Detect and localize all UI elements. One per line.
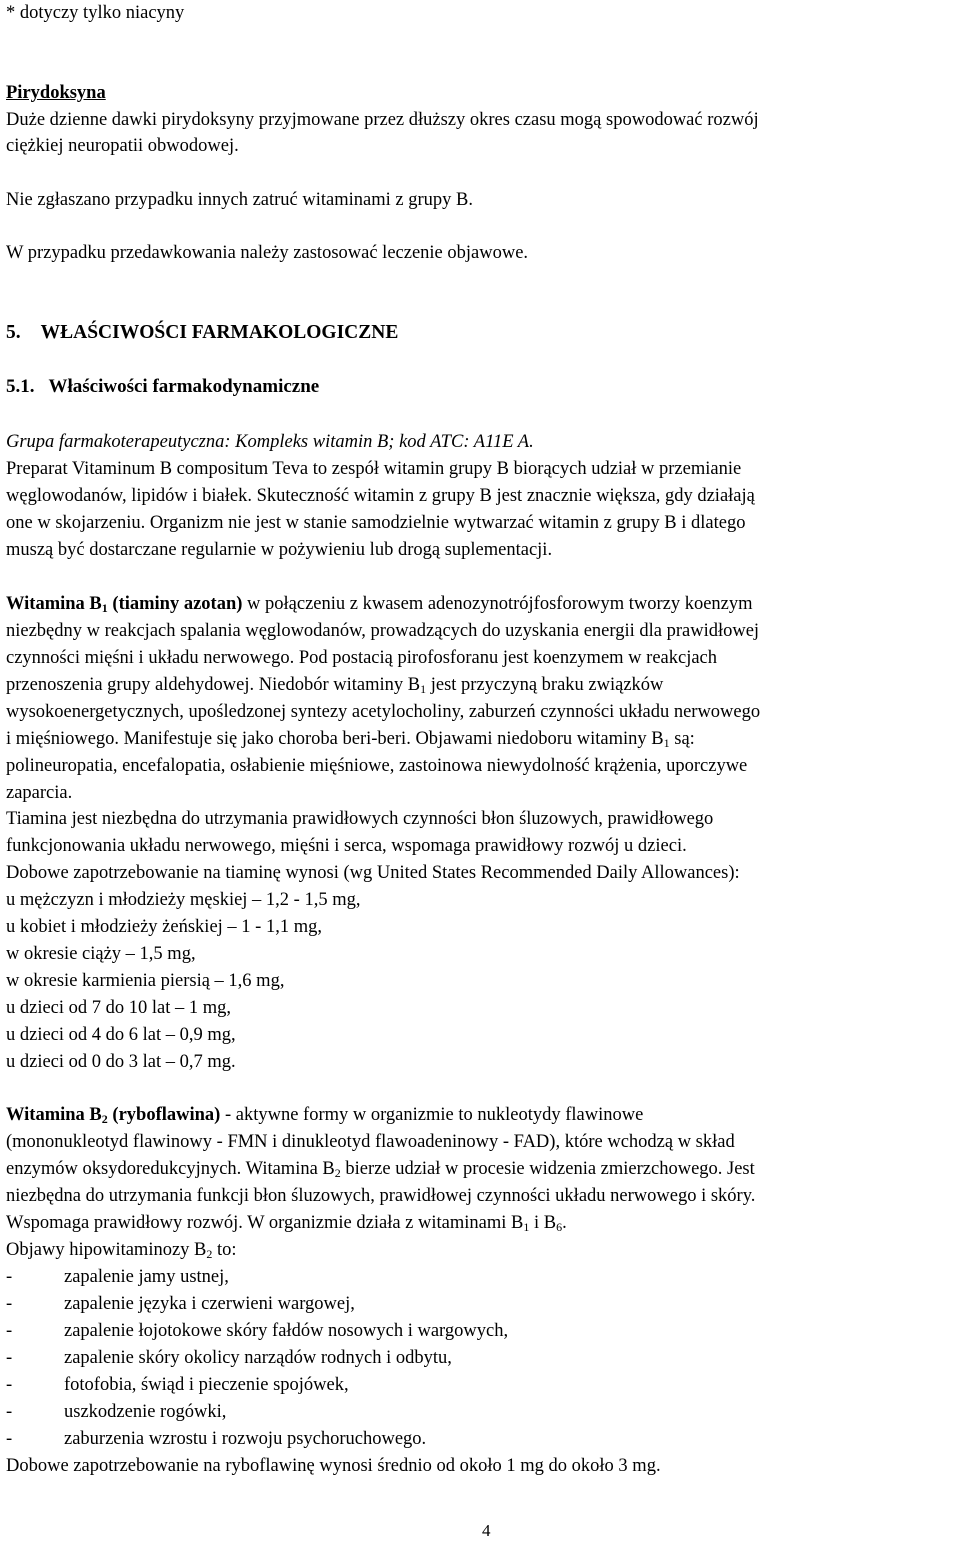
b1-dose-7: u dzieci od 0 do 3 lat – 0,7 mg. bbox=[6, 1052, 236, 1072]
section-5-1-number: 5.1. bbox=[6, 376, 35, 397]
section-5-1-title: Właściwości farmakodynamiczne bbox=[48, 376, 320, 397]
section-5-number: 5. bbox=[6, 322, 21, 343]
b1-line-2: niezbędny w reakcjach spalania węglowodanów, prowadzących do uzyskania energii dla prawidłowej bbox=[6, 621, 760, 641]
b1-heading: Witamina B bbox=[6, 594, 102, 614]
b1-dose-3: w okresie ciąży – 1,5 mg, bbox=[6, 944, 196, 964]
b2-heading: Witamina B bbox=[6, 1105, 102, 1125]
preparat-line-3: one w skojarzeniu. Organizm nie jest w stanie samodzielnie wytwarzać witamin z grupy B i dlatego bbox=[6, 513, 746, 533]
b1-dose-2: u kobiet i młodzieży żeńskiej – 1 - 1,1 mg, bbox=[6, 917, 322, 937]
preparat-line-1: Preparat Vitaminum B compositum Teva to zespół witamin grupy B biorących udział w przemianie bbox=[6, 459, 742, 479]
b2-line-6: Objawy hipowitaminozy $B_2$ to: bbox=[6, 1240, 237, 1261]
b1-name: (tiaminy azotan) bbox=[112, 594, 243, 614]
list-item: - zapalenie języka i czerwieni wargowej, bbox=[6, 1294, 355, 1314]
b1-line-1: Witamina $B_1$ (tiaminy azotan) w połączeniu z kwasem adenozynotrójfosforowym tworzy koenzym bbox=[6, 594, 753, 615]
b1-line-9: Tiamina jest niezbędna do utrzymania prawidłowych czynności błon śluzowych, prawidłowego bbox=[6, 809, 714, 829]
b1-line-5: wysokoenergetycznych, upośledzonej syntezy acetylocholiny, zaburzeń czynności układu nerwowego bbox=[6, 702, 761, 722]
preparat-line-2: węglowodanów, lipidów i białek. Skuteczność witamin z grupy B jest znacznie większa, gdy działają bbox=[6, 486, 755, 506]
b1-dose-6: u dzieci od 4 do 6 lat – 0,9 mg, bbox=[6, 1025, 236, 1045]
b1-dose-4: w okresie karmienia piersią – 1,6 mg, bbox=[6, 971, 285, 991]
b2-line-1: Witamina $B_2$ (ryboflawina) - aktywne formy w organizmie to nukleotydy flawinowe bbox=[6, 1105, 644, 1126]
b2-line-3: enzymów oksydoredukcyjnych. Witamina $B_2$ bierze udział w procesie widzenia zmierzchowego. Jest bbox=[6, 1159, 755, 1180]
list-item: - zapalenie łojotokowe skóry fałdów nosowych i wargowych, bbox=[6, 1321, 509, 1341]
list-item: - zapalenie jamy ustnej, bbox=[6, 1267, 229, 1287]
pharmacotherapeutic-group: Grupa farmakoterapeutyczna: Kompleks witamin B; kod ATC: A11E A. bbox=[6, 432, 534, 452]
b2-line-2: (mononukleotyd flawinowy - FMN i dinukleotyd flawoadeninowy - FAD), które wchodzą w skład bbox=[6, 1132, 735, 1152]
b1-line-6: i mięśniowego. Manifestuje się jako choroba beri-beri. Objawami niedoboru witaminy $B_1$ są: bbox=[6, 729, 695, 750]
list-item: - zapalenie skóry okolicy narządów rodnych i odbytu, bbox=[6, 1348, 452, 1368]
b1-dose-1: u mężczyzn i młodzieży męskiej – 1,2 - 1,5 mg, bbox=[6, 890, 361, 910]
b1-dose-5: u dzieci od 7 do 10 lat – 1 mg, bbox=[6, 998, 232, 1018]
pirydoksyna-text-line-2: ciężkiej neuropatii obwodowej. bbox=[6, 136, 239, 156]
section-5-1-heading bbox=[6, 376, 319, 398]
preparat-line-4: muszą być dostarczane regularnie w pożywieniu lub drogą suplementacji. bbox=[6, 540, 553, 560]
b2-daily-requirement: Dobowe zapotrzebowanie na ryboflawinę wynosi średnio od około 1 mg do około 3 mg. bbox=[6, 1456, 661, 1476]
footnote: * dotyczy tylko niacyny bbox=[6, 3, 185, 23]
section-5-heading bbox=[6, 322, 398, 344]
pirydoksyna-text-line-1: Duże dzienne dawki pirydoksyny przyjmowane przez dłuższy okres czasu mogą spowodować rozwój bbox=[6, 110, 759, 130]
b2-line-5: Wspomaga prawidłowy rozwój. W organizmie działa z witaminami $B_1$ i $B_6$. bbox=[6, 1213, 567, 1234]
b1-line-3: czynności mięśni i układu nerwowego. Pod postacią pirofosforanu jest koenzymem w reakcjach bbox=[6, 648, 718, 668]
b1-line-7: polineuropatia, encefalopatia, osłabienie mięśniowe, zastoinowa niewydolność krążenia, uporczywe bbox=[6, 756, 748, 776]
no-other-poisoning-text: Nie zgłaszano przypadku innych zatruć witaminami z grupy B. bbox=[6, 190, 473, 210]
section-5-title: WŁAŚCIWOŚCI FARMAKOLOGICZNE bbox=[40, 322, 399, 343]
page-number: 4 bbox=[482, 1521, 491, 1540]
b2-line-4: niezbędna do utrzymania funkcji błon śluzowych, prawidłowej czynności układu nerwowego i skóry. bbox=[6, 1186, 756, 1206]
list-item: - uszkodzenie rogówki, bbox=[6, 1402, 227, 1422]
overdose-text: W przypadku przedawkowania należy zastosować leczenie objawowe. bbox=[6, 243, 529, 263]
b2-name: (ryboflawina) bbox=[112, 1105, 221, 1125]
list-item: - zaburzenia wzrostu i rozwoju psychoruchowego. bbox=[6, 1429, 427, 1449]
b1-line-4: przenoszenia grupy aldehydowej. Niedobór witaminy $B_1$ jest przyczyną braku związków bbox=[6, 675, 664, 696]
b1-line-10: funkcjonowania układu nerwowego, mięśni i serca, wspomaga prawidłowy rozwój u dzieci. bbox=[6, 836, 687, 856]
list-item: - fotofobia, świąd i pieczenie spojówek, bbox=[6, 1375, 349, 1395]
b1-line-11: Dobowe zapotrzebowanie na tiaminę wynosi (wg United States Recommended Daily Allowances): bbox=[6, 863, 740, 883]
pirydoksyna-heading: Pirydoksyna bbox=[6, 83, 106, 103]
b1-line-8: zaparcia. bbox=[6, 783, 73, 803]
